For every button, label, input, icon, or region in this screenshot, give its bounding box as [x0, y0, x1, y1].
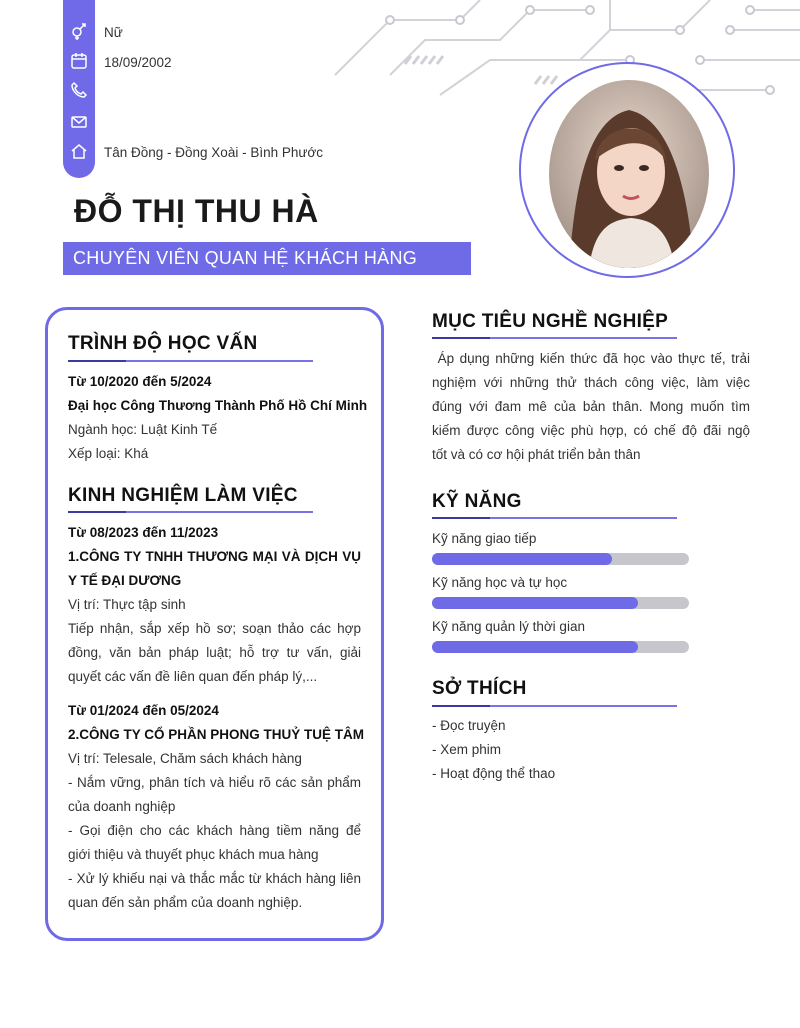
objective-line5: tốt và có cơ hội phát triển bản thân	[432, 447, 641, 462]
hobby-item-3: - Hoạt động thể thao	[432, 766, 556, 781]
phone-icon	[68, 79, 90, 101]
education-heading: TRÌNH ĐỘ HỌC VẤN	[68, 333, 258, 354]
skill-bar-1	[432, 553, 689, 565]
skill-bar-fill-3	[432, 641, 638, 653]
birthday-text: 18/09/2002	[104, 55, 172, 70]
hobby-item-2: - Xem phim	[432, 742, 502, 757]
job2-desc2-line1: - Gọi điện cho các khách hàng tiềm năng để	[68, 823, 361, 838]
job2-desc3-line1: - Xử lý khiếu nại và thắc mắc từ khách hàng liên	[68, 871, 361, 886]
calendar-icon	[68, 50, 90, 72]
experience-underline-accent	[68, 511, 126, 513]
skills-heading: KỸ NĂNG	[432, 491, 522, 512]
skill-bar-fill-1	[432, 553, 612, 565]
gender-text: Nữ	[104, 25, 123, 40]
address-text: Tân Đồng - Đồng Xoài - Bình Phước	[104, 145, 323, 160]
profile-photo	[549, 80, 709, 268]
objective-line1: Áp dụng những kiến thức đã học vào thực tế, trải	[432, 351, 750, 366]
education-underline-accent	[68, 360, 126, 362]
email-icon	[68, 111, 90, 133]
job2-company: 2.CÔNG TY CỔ PHẦN PHONG THUỶ TUỆ TÂM	[68, 727, 365, 742]
objective-underline-accent	[432, 337, 490, 339]
job2-desc1-line1: - Nắm vững, phân tích và hiểu rõ các sản phẩm	[68, 775, 361, 790]
job1-period: Từ 08/2023 đến 11/2023	[68, 525, 219, 540]
skill-label-1: Kỹ năng giao tiếp	[432, 531, 537, 546]
job1-position: Vị trí: Thực tập sinh	[68, 597, 186, 612]
skill-bar-2	[432, 597, 689, 609]
job2-desc3-line2: quan đến sản phẩm của doanh nghiệp.	[68, 895, 303, 910]
hobby-item-1: - Đọc truyện	[432, 718, 506, 733]
objective-heading: MỤC TIÊU NGHỀ NGHIỆP	[432, 311, 669, 332]
home-icon	[68, 140, 90, 162]
job1-desc-line3: quyết các vấn đề liên quan đến pháp lý,...	[68, 669, 318, 684]
objective-line2: nghiệm với những thử thách công việc, làm việc	[432, 375, 750, 390]
skill-bar-fill-2	[432, 597, 638, 609]
job1-company-line2: Y TẾ ĐẠI DƯƠNG	[68, 573, 182, 588]
job2-period: Từ 01/2024 đến 05/2024	[68, 703, 219, 718]
job-title-bar	[63, 242, 471, 275]
job2-desc2-line2: giới thiệu và thuyết phục khách mua hàng	[68, 847, 319, 862]
skills-underline-accent	[432, 517, 490, 519]
education-grade: Xếp loại: Khá	[68, 446, 149, 461]
job2-desc1-line2: của doanh nghiệp	[68, 799, 176, 814]
hobbies-underline-accent	[432, 705, 490, 707]
job1-desc-line2: đồng, văn bản pháp luật; hỗ trợ tư vấn, giải	[68, 645, 361, 660]
objective-line4: kiếm được công việc phù hợp, có chế độ đãi ngộ	[432, 423, 750, 438]
skill-label-2: Kỹ năng học và tự học	[432, 575, 568, 590]
education-major: Ngành học: Luật Kinh Tế	[68, 422, 218, 437]
job-title: CHUYÊN VIÊN QUAN HỆ KHÁCH HÀNG	[73, 248, 418, 268]
full-name: ĐỖ THỊ THU HÀ	[74, 193, 319, 229]
experience-heading: KINH NGHIỆM LÀM VIỆC	[68, 485, 298, 506]
job1-company-line1: 1.CÔNG TY TNHH THƯƠNG MẠI VÀ DỊCH VỤ	[68, 549, 361, 564]
job1-desc-line1: Tiếp nhận, sắp xếp hồ sơ; soạn thảo các hợp	[68, 621, 361, 636]
objective-line3: đúng với đam mê của bản thân. Mong muốn tìm	[432, 399, 750, 414]
hobbies-heading: SỞ THÍCH	[432, 678, 527, 699]
skill-label-3: Kỹ năng quản lý thời gian	[432, 619, 585, 634]
gender-icon	[68, 20, 90, 42]
education-school: Đại học Công Thương Thành Phố Hồ Chí Minh	[68, 398, 368, 413]
education-period: Từ 10/2020 đến 5/2024	[68, 374, 212, 389]
skill-bar-3	[432, 641, 689, 653]
job2-position: Vị trí: Telesale, Chăm sách khách hàng	[68, 751, 302, 766]
